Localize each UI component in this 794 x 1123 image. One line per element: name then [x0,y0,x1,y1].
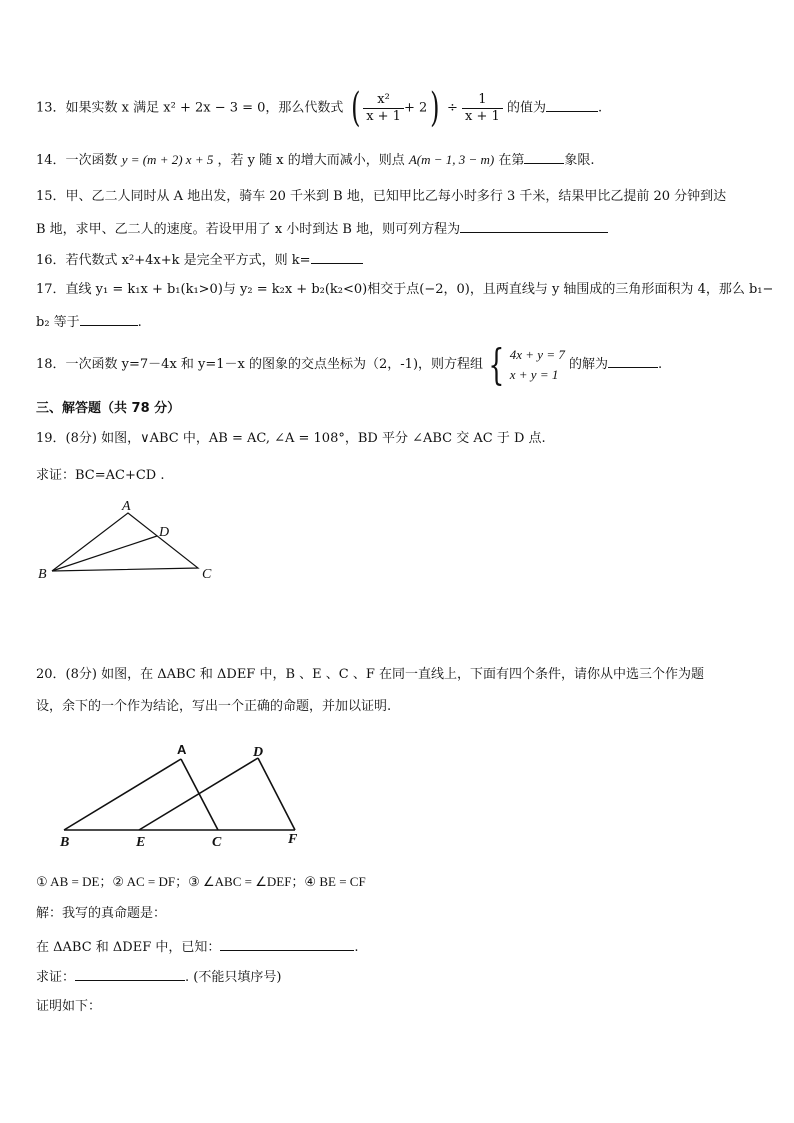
label-c: C [202,567,212,582]
question-20-line-1: 20．(8分) 如图，在 ΔABC 和 ΔDEF 中，B 、E 、C 、F 在同一直线上，下面有四个条件，请你从中选三个作为题 [36,667,704,682]
question-17-line-2: b₂ 等于 . [36,312,142,332]
prove-answer-blank[interactable] [75,967,185,981]
q17-answer-blank[interactable] [80,312,138,326]
q13-fraction-1: $\frac{\text{x²}}{x + 1}$ [363,92,404,125]
question-20-line-2: 设，余下的一个作为结论，写出一个正确的命题，并加以证明. [36,699,392,714]
side-ed [139,758,258,830]
question-13: 13．如果实数 x 满足 x² + 2x − 3 = 0，那么代数式 ( $\frac{\text{x²}}{x + 1}$ + 2) ÷ $\frac{1}{x + 1}$ 的值为 . [36,85,603,131]
q18-equation-system: 4x + y = 7 x + y = 1 [509,346,565,382]
label-a: A [122,499,131,514]
left-paren: ( [350,85,361,131]
label-d: D [159,525,170,540]
proof-lead: 证明如下： [36,999,102,1014]
q13-div: ÷ [447,100,458,116]
q13-fraction-2: $\frac{1}{x + 1}$ [462,92,503,125]
prove-line: 求证： . (不能只填序号) [36,967,281,987]
right-paren: ) [430,85,440,131]
q16-answer-blank[interactable] [311,250,363,264]
triangle-abc [52,513,198,571]
side-ba [64,759,181,830]
conditions-list: ① AB = DE；② AC = DF；③ ∠ABC = ∠DEF；④ BE = CF [36,874,366,889]
question-19-line-2: 求证：BC=AC+CD . [36,468,165,483]
q14-function: y = (m + 2) x + 5 [121,152,214,167]
q13-answer-blank[interactable] [546,98,598,112]
q14-answer-blank[interactable] [524,150,564,164]
q15-answer-blank[interactable] [460,219,608,233]
side-df [258,758,295,830]
label-a: A [177,742,187,757]
question-17-line-1: 17．直线 y₁ = k₁x + b₁(k₁>0)与 y₂ = k₂x + b₂(k₂<0)相交于点(−2，0)，且两直线与 y 轴围成的三角形面积为 4，那么 b₁− [36,282,774,297]
question-14: 14．一次函数 y = (m + 2) x + 5 ，若 y 随 x 的增大而减小，则点 A(m − 1, 3 − m) 在第 象限. [36,152,595,168]
label-e: E [136,835,146,850]
answer-lead: 解：我写的真命题是： [36,906,167,921]
question-19-line-1: 19．(8分) 如图，∨ABC 中，AB = AC, ∠A = 108°，BD 平分 ∠ABC 交 AC 于 D 点. [36,431,546,446]
label-d: D [253,745,264,760]
side-ac [181,759,218,830]
q13-plus2: + 2 [403,100,428,116]
q18-answer-blank[interactable] [608,354,658,368]
section-title: 三、解答题（共 78 分） [36,401,181,416]
triangles-figure-20 [50,738,320,853]
question-15-line-2: B 地，求甲、乙二人的速度。若设甲用了 x 小时到达 B 地，则可列方程为 [36,219,608,239]
known-answer-blank[interactable] [220,937,354,951]
question-18: 18．一次函数 y=7－4x 和 y=1－x 的图象的交点坐标为（2，-1)，则方程组 { 4x + y = 7 x + y = 1 的解为 . [36,339,663,389]
label-b: B [60,835,70,850]
triangle-figure-19 [30,498,230,588]
question-15-line-1: 15．甲、乙二人同时从 A 地出发，骑车 20 千米到 B 地，已知甲比乙每小时多行 3 千米，结果甲比乙提前 20 分钟到达 [36,189,727,204]
q13-tail: 的值为 [506,100,546,116]
label-f: F [288,832,298,847]
question-16: 16．若代数式 x²+4x+k 是完全平方式，则 k= [36,250,363,270]
brace-icon: { [488,339,505,389]
bisector-bd [52,536,157,571]
known-line: 在 ΔABC 和 ΔDEF 中，已知： . [36,937,359,957]
label-c: C [212,835,222,850]
q13-lead: 13．如果实数 x 满足 x² + 2x − 3 = 0，那么代数式 [36,100,344,116]
q14-point: A(m − 1, 3 − m) [408,152,495,167]
label-b: B [38,567,47,582]
